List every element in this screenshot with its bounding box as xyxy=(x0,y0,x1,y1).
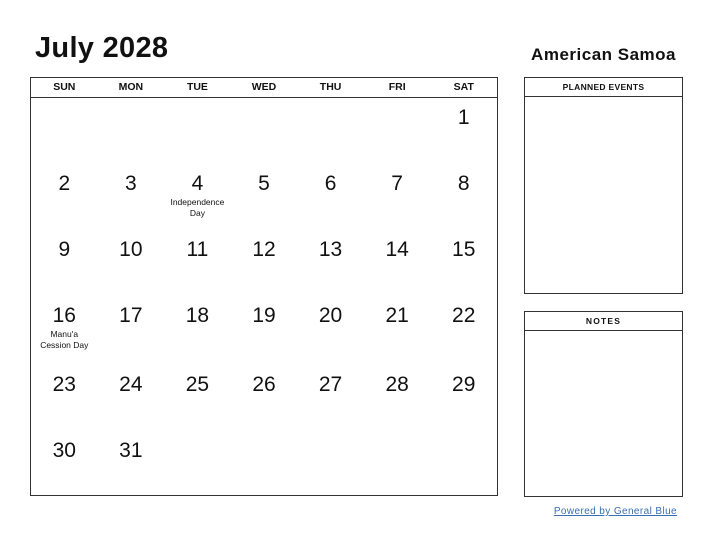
day-cell xyxy=(364,431,431,497)
day-cell xyxy=(231,164,298,230)
weekday-sat: SAT xyxy=(453,81,474,93)
day-cell xyxy=(98,164,165,230)
day-cell xyxy=(364,230,431,296)
weekday-header xyxy=(31,78,497,98)
day-cell xyxy=(31,164,98,230)
weekday-tue: TUE xyxy=(186,81,208,93)
day-number: 21 xyxy=(385,304,409,327)
day-number: 28 xyxy=(385,373,409,396)
calendar-grid xyxy=(30,77,498,496)
day-cell xyxy=(164,164,231,230)
notes-heading: NOTES xyxy=(525,312,682,331)
day-cell xyxy=(98,230,165,296)
day-cell xyxy=(231,98,298,164)
day-cell xyxy=(430,431,497,497)
day-cell xyxy=(98,296,165,365)
day-number: 27 xyxy=(318,373,343,396)
day-cell xyxy=(297,98,364,164)
day-cell xyxy=(297,230,364,296)
day-cell xyxy=(364,164,431,230)
day-number: 19 xyxy=(252,304,276,327)
day-number: 18 xyxy=(185,304,210,327)
day-cell xyxy=(231,365,298,431)
day-number: 5 xyxy=(258,172,270,195)
region-label: American Samoa xyxy=(531,45,676,64)
day-cell xyxy=(297,365,364,431)
day-cell xyxy=(164,98,231,164)
day-cell xyxy=(297,164,364,230)
day-cell xyxy=(297,431,364,497)
day-number: 23 xyxy=(52,373,76,396)
day-cell xyxy=(31,296,98,365)
day-cell xyxy=(231,431,298,497)
weekday-sun: SUN xyxy=(53,81,76,93)
day-number: 12 xyxy=(252,238,276,261)
powered-by-link[interactable]: Powered by General Blue xyxy=(553,506,677,517)
day-cell xyxy=(430,296,497,365)
day-cell xyxy=(98,98,165,164)
weekday-thu: THU xyxy=(319,81,342,93)
day-number: 13 xyxy=(318,238,343,261)
day-number: 9 xyxy=(58,238,71,261)
day-cell xyxy=(31,230,98,296)
calendar-title: July 2028 xyxy=(35,32,169,64)
day-cell xyxy=(430,164,497,230)
day-number: 2 xyxy=(58,172,71,195)
day-number: 11 xyxy=(186,238,209,261)
day-cell xyxy=(430,98,497,164)
day-number: 15 xyxy=(452,238,476,261)
planned-events-panel xyxy=(524,77,683,294)
day-number: 16 xyxy=(52,304,76,327)
day-number: 30 xyxy=(52,439,76,462)
day-cell xyxy=(231,230,298,296)
holiday-label: Independence Day xyxy=(170,197,225,218)
day-cells xyxy=(31,98,497,497)
day-number: 8 xyxy=(457,172,470,195)
day-cell xyxy=(164,296,231,365)
day-number: 17 xyxy=(119,304,143,327)
day-number: 1 xyxy=(457,106,470,129)
day-number: 3 xyxy=(125,172,137,195)
day-cell xyxy=(231,296,298,365)
day-number: 20 xyxy=(318,304,343,327)
day-number: 25 xyxy=(185,373,210,396)
day-cell xyxy=(164,365,231,431)
day-cell xyxy=(430,230,497,296)
day-cell xyxy=(98,365,165,431)
holiday-label: Manu'a Cession Day xyxy=(40,329,89,350)
day-number: 22 xyxy=(452,304,476,327)
day-number: 24 xyxy=(119,373,143,396)
weekday-mon: MON xyxy=(118,81,144,93)
weekday-fri: FRI xyxy=(388,81,406,93)
day-cell xyxy=(297,296,364,365)
day-cell xyxy=(164,230,231,296)
day-number: 29 xyxy=(452,373,476,396)
day-number: 26 xyxy=(252,373,276,396)
day-cell xyxy=(31,431,98,497)
day-number: 10 xyxy=(119,238,143,261)
day-cell xyxy=(98,431,165,497)
day-number: 14 xyxy=(385,238,409,261)
day-cell xyxy=(364,296,431,365)
day-cell xyxy=(164,431,231,497)
day-cell xyxy=(364,365,431,431)
planned-events-heading: PLANNED EVENTS xyxy=(525,78,682,97)
day-cell xyxy=(364,98,431,164)
day-number: 7 xyxy=(391,172,403,195)
day-number: 4 xyxy=(191,172,204,195)
day-number: 31 xyxy=(119,439,143,462)
notes-panel xyxy=(524,311,683,497)
day-cell xyxy=(31,365,98,431)
day-cell xyxy=(31,98,98,164)
day-number: 6 xyxy=(324,172,337,195)
weekday-wed: WED xyxy=(251,81,277,93)
day-cell xyxy=(430,365,497,431)
